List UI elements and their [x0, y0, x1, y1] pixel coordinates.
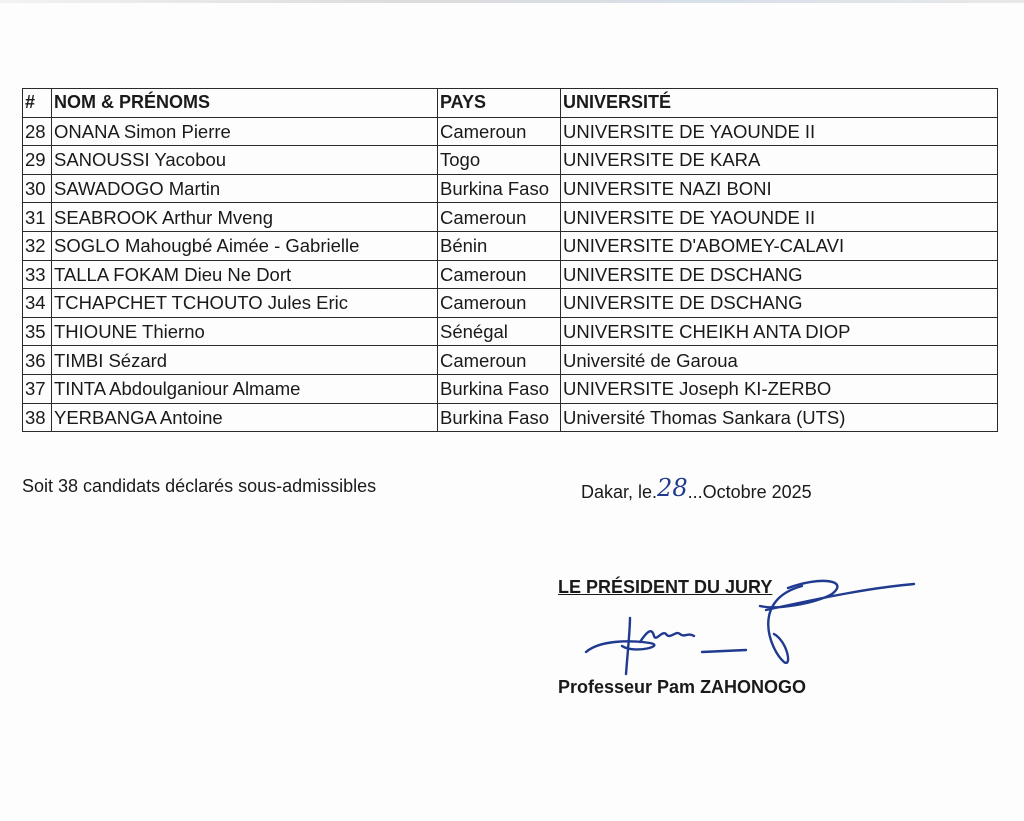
country: Togo [438, 146, 561, 175]
candidate-name: YERBANGA Antoine [52, 403, 438, 432]
table-row [23, 260, 998, 289]
row-number: 32 [23, 231, 52, 260]
table-row [23, 346, 998, 375]
candidate-name: TINTA Abdoulganiour Almame [52, 374, 438, 403]
university: Université Thomas Sankara (UTS) [561, 403, 998, 432]
header-country: PAYS [438, 89, 561, 118]
jury-president-title: LE PRÉSIDENT DU JURY [558, 577, 773, 597]
country: Sénégal [438, 317, 561, 346]
university: UNIVERSITE DE YAOUNDE II [561, 203, 998, 232]
university: UNIVERSITE DE DSCHANG [561, 289, 998, 318]
signature-icon [570, 570, 920, 680]
university: Université de Garoua [561, 346, 998, 375]
country: Burkina Faso [438, 174, 561, 203]
table-body [23, 117, 998, 432]
country: Cameroun [438, 260, 561, 289]
country: Cameroun [438, 346, 561, 375]
row-number: 38 [23, 403, 52, 432]
country: Cameroun [438, 117, 561, 146]
candidate-name: SAWADOGO Martin [52, 174, 438, 203]
summary-text: Soit 38 candidats déclarés sous-admissibles [22, 476, 377, 496]
candidate-name: THIOUNE Thierno [52, 317, 438, 346]
table-header-row [23, 89, 998, 118]
university: UNIVERSITE CHEIKH ANTA DIOP [561, 317, 998, 346]
table-row [23, 146, 998, 175]
scan-top-edge [0, 0, 1024, 3]
date-day-handwritten: 28 [657, 474, 688, 502]
country: Cameroun [438, 203, 561, 232]
date-prefix: Dakar, le. [581, 482, 658, 502]
candidate-name: SOGLO Mahougbé Aimée - Gabrielle [52, 231, 438, 260]
president-name: Professeur Pam ZAHONOGO [558, 677, 807, 697]
header-number: # [23, 89, 52, 118]
candidate-name: TCHAPCHET TCHOUTO Jules Eric [52, 289, 438, 318]
header-name: NOM & PRÉNOMS [52, 89, 438, 118]
table-row [23, 231, 998, 260]
row-number: 29 [23, 146, 52, 175]
table-row [23, 317, 998, 346]
candidate-name: SANOUSSI Yacobou [52, 146, 438, 175]
candidate-name: TIMBI Sézard [52, 346, 438, 375]
university: UNIVERSITE DE KARA [561, 146, 998, 175]
candidate-name: SEABROOK Arthur Mveng [52, 203, 438, 232]
table-row [23, 289, 998, 318]
candidates-table [22, 88, 998, 432]
table-row [23, 174, 998, 203]
row-number: 37 [23, 374, 52, 403]
row-number: 35 [23, 317, 52, 346]
university: UNIVERSITE DE DSCHANG [561, 260, 998, 289]
university: UNIVERSITE Joseph KI-ZERBO [561, 374, 998, 403]
row-number: 31 [23, 203, 52, 232]
row-number: 33 [23, 260, 52, 289]
date-suffix: ...Octobre 2025 [687, 482, 812, 502]
date-line [581, 476, 812, 504]
university: UNIVERSITE D'ABOMEY-CALAVI [561, 231, 998, 260]
candidate-name: TALLA FOKAM Dieu Ne Dort [52, 260, 438, 289]
university: UNIVERSITE DE YAOUNDE II [561, 117, 998, 146]
row-number: 34 [23, 289, 52, 318]
table-row [23, 403, 998, 432]
country: Burkina Faso [438, 374, 561, 403]
table-row [23, 117, 998, 146]
table-row [23, 203, 998, 232]
row-number: 28 [23, 117, 52, 146]
row-number: 36 [23, 346, 52, 375]
university: UNIVERSITE NAZI BONI [561, 174, 998, 203]
header-university: UNIVERSITÉ [561, 89, 998, 118]
country: Bénin [438, 231, 561, 260]
candidate-name: ONANA Simon Pierre [52, 117, 438, 146]
row-number: 30 [23, 174, 52, 203]
table-row [23, 374, 998, 403]
country: Cameroun [438, 289, 561, 318]
country: Burkina Faso [438, 403, 561, 432]
